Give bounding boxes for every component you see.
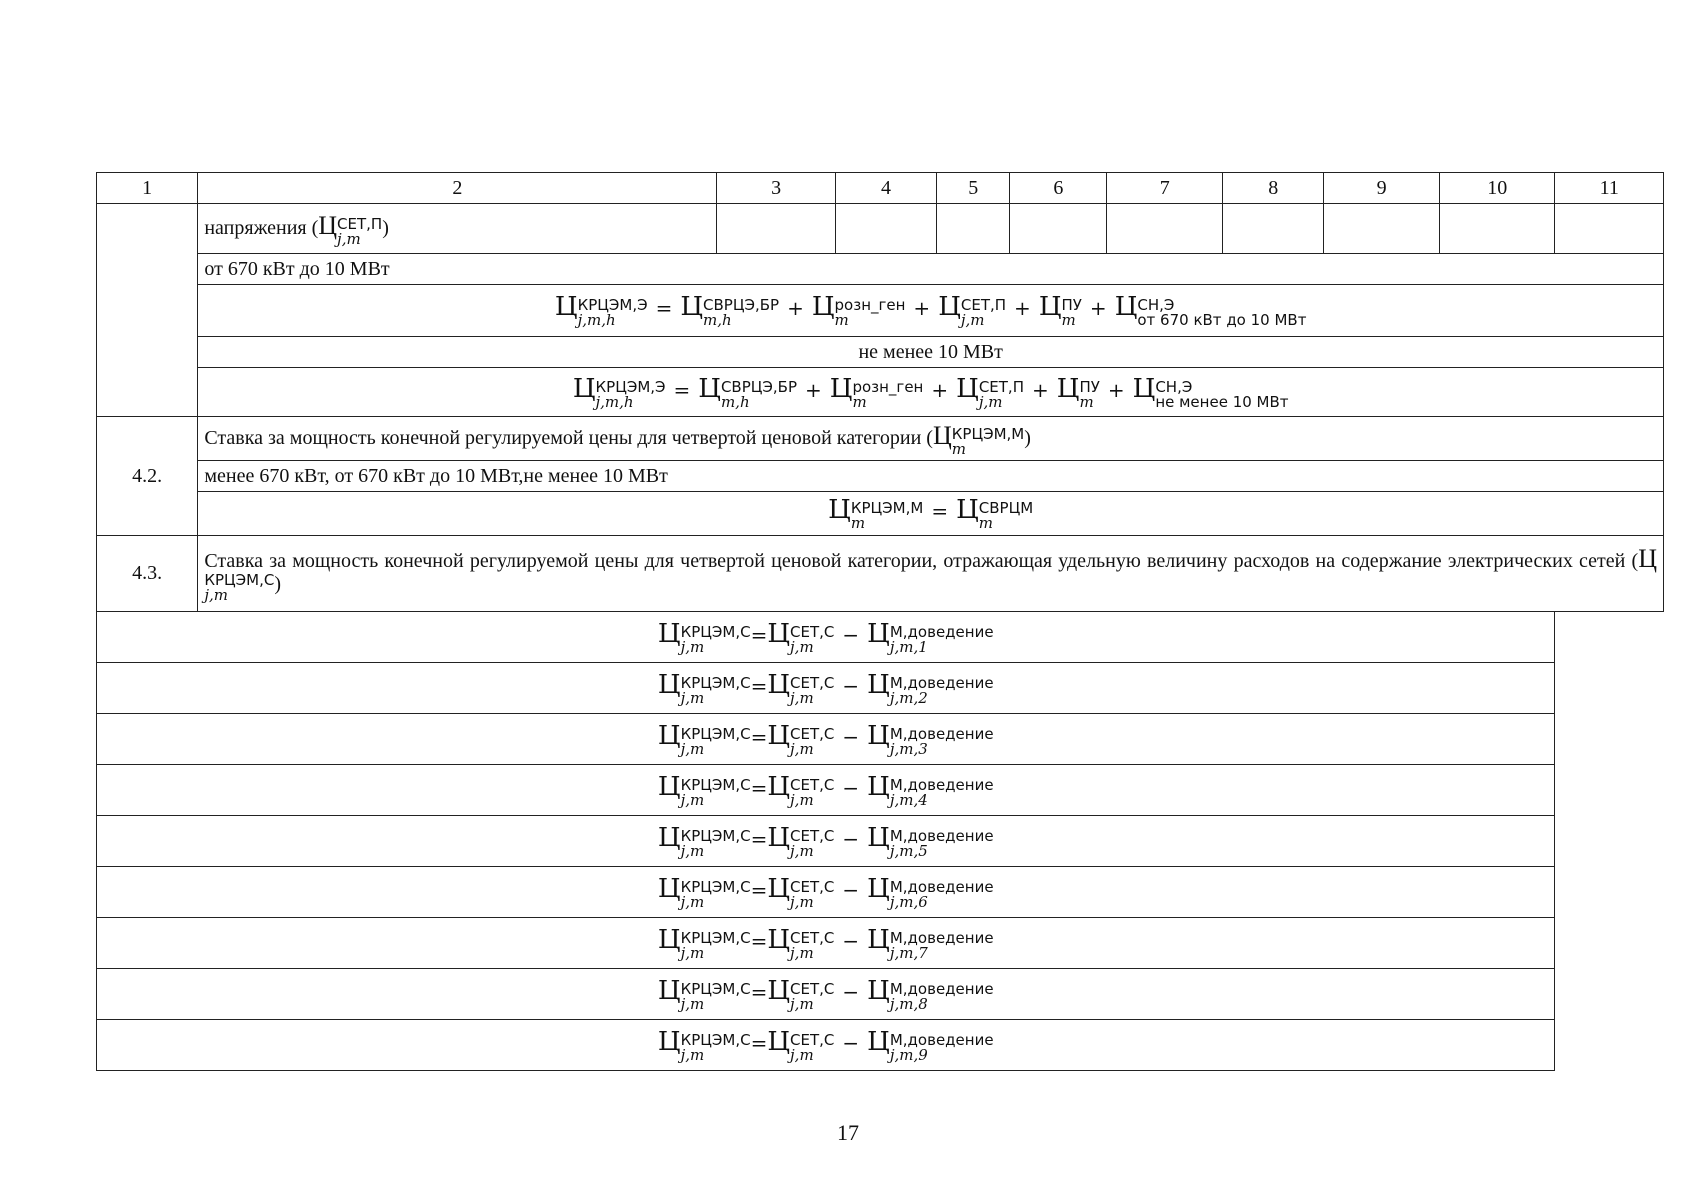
formula-43-9: Ц КРЦЭМ,C j,m =Ц СЕТ,C j,m − Ц М,доведение j,m,9 — [97, 1020, 1555, 1071]
table-row — [97, 612, 1664, 663]
formula-43-6: Ц КРЦЭМ,C j,m =Ц СЕТ,C j,m − Ц М,доведение j,m,6 — [97, 867, 1555, 918]
formula-43-1: Ц КРЦЭМ,C j,m =Ц СЕТ,C j,m − Ц М,доведение j,m,1 — [97, 612, 1555, 663]
formula-43-3: Ц КРЦЭМ,C j,m =Ц СЕТ,C j,m − Ц М,доведение j,m,3 — [97, 714, 1555, 765]
section-number: 4.3. — [97, 536, 198, 612]
formula-43-4: Ц КРЦЭМ,C j,m =Ц СЕТ,C j,m − Ц М,доведение j,m,4 — [97, 765, 1555, 816]
row-number-empty — [97, 204, 198, 417]
table-row — [97, 663, 1664, 714]
table-row — [97, 254, 1664, 285]
formula-10mw: Ц КРЦЭМ,Э j,m,h = Ц СВРЦЭ,БР m,h + Ц розн_ген m + Ц СЕТ,П j,m + Ц ПУ m + Ц СН,Э не менее 10 МВт — [198, 368, 1664, 417]
table-row — [97, 536, 1664, 612]
table-row — [97, 969, 1664, 1020]
header-row — [97, 173, 1664, 204]
table-row — [97, 204, 1664, 254]
col-header: 11 — [1555, 173, 1664, 204]
col-header: 2 — [198, 173, 717, 204]
col-header: 6 — [1010, 173, 1107, 204]
range-label: менее 670 кВт, от 670 кВт до 10 МВт,не менее 10 МВт — [198, 461, 1664, 492]
table-row — [97, 816, 1664, 867]
table-row — [97, 417, 1664, 461]
empty-cell — [937, 204, 1010, 254]
table-row — [97, 1020, 1664, 1071]
formula-43-5: Ц КРЦЭМ,C j,m =Ц СЕТ,C j,m − Ц М,доведение j,m,5 — [97, 816, 1555, 867]
empty-cell — [835, 204, 936, 254]
page-number: 17 — [837, 1120, 859, 1145]
col-header: 4 — [835, 173, 936, 204]
section-title: Ставка за мощность конечной регулируемой цены для четвертой ценовой категории, отражающая удельную величину расходов на содержание электрических сетей (Ц КРЦЭМ,С j,m ) — [198, 536, 1664, 612]
range-label: не менее 10 МВт — [198, 337, 1664, 368]
empty-cell — [1324, 204, 1440, 254]
empty-cell — [1439, 204, 1555, 254]
formula-42: Ц КРЦЭМ,М m = Ц СВРЦМ m — [198, 492, 1664, 536]
empty-cell — [1107, 204, 1223, 254]
table-row — [97, 337, 1664, 368]
tariff-table — [96, 172, 1664, 1071]
empty-cell — [1223, 204, 1324, 254]
col-header: 1 — [97, 173, 198, 204]
col-header: 5 — [937, 173, 1010, 204]
table-row — [97, 714, 1664, 765]
table-row — [97, 368, 1664, 417]
empty-cell — [717, 204, 836, 254]
table-row — [97, 765, 1664, 816]
col-header: 10 — [1439, 173, 1555, 204]
table-row — [97, 492, 1664, 536]
table-row — [97, 461, 1664, 492]
range-label: от 670 кВт до 10 МВт — [198, 254, 1664, 285]
empty-cell — [1555, 204, 1664, 254]
formula-43-8: Ц КРЦЭМ,C j,m =Ц СЕТ,C j,m − Ц М,доведение j,m,8 — [97, 969, 1555, 1020]
formula-43-2: Ц КРЦЭМ,C j,m =Ц СЕТ,C j,m − Ц М,доведение j,m,2 — [97, 663, 1555, 714]
table-row — [97, 867, 1664, 918]
formula-43-7: Ц КРЦЭМ,C j,m =Ц СЕТ,C j,m − Ц М,доведение j,m,7 — [97, 918, 1555, 969]
table-row — [97, 918, 1664, 969]
voltage-label: напряжения (Ц СЕТ,П j,m ) — [198, 204, 717, 254]
col-header: 7 — [1107, 173, 1223, 204]
col-header: 9 — [1324, 173, 1440, 204]
empty-cell — [1010, 204, 1107, 254]
section-title: Ставка за мощность конечной регулируемой цены для четвертой ценовой категории (Ц КРЦЭМ,М m ) — [198, 417, 1664, 461]
formula-670kw-10mw: Ц КРЦЭМ,Э j,m,h = Ц СВРЦЭ,БР m,h + Ц розн_ген m + Ц СЕТ,П j,m + Ц ПУ m + Ц СН,Э от 670 кВт до 10 МВт — [198, 285, 1664, 337]
section-number: 4.2. — [97, 417, 198, 536]
col-header: 3 — [717, 173, 836, 204]
table-row — [97, 285, 1664, 337]
col-header: 8 — [1223, 173, 1324, 204]
